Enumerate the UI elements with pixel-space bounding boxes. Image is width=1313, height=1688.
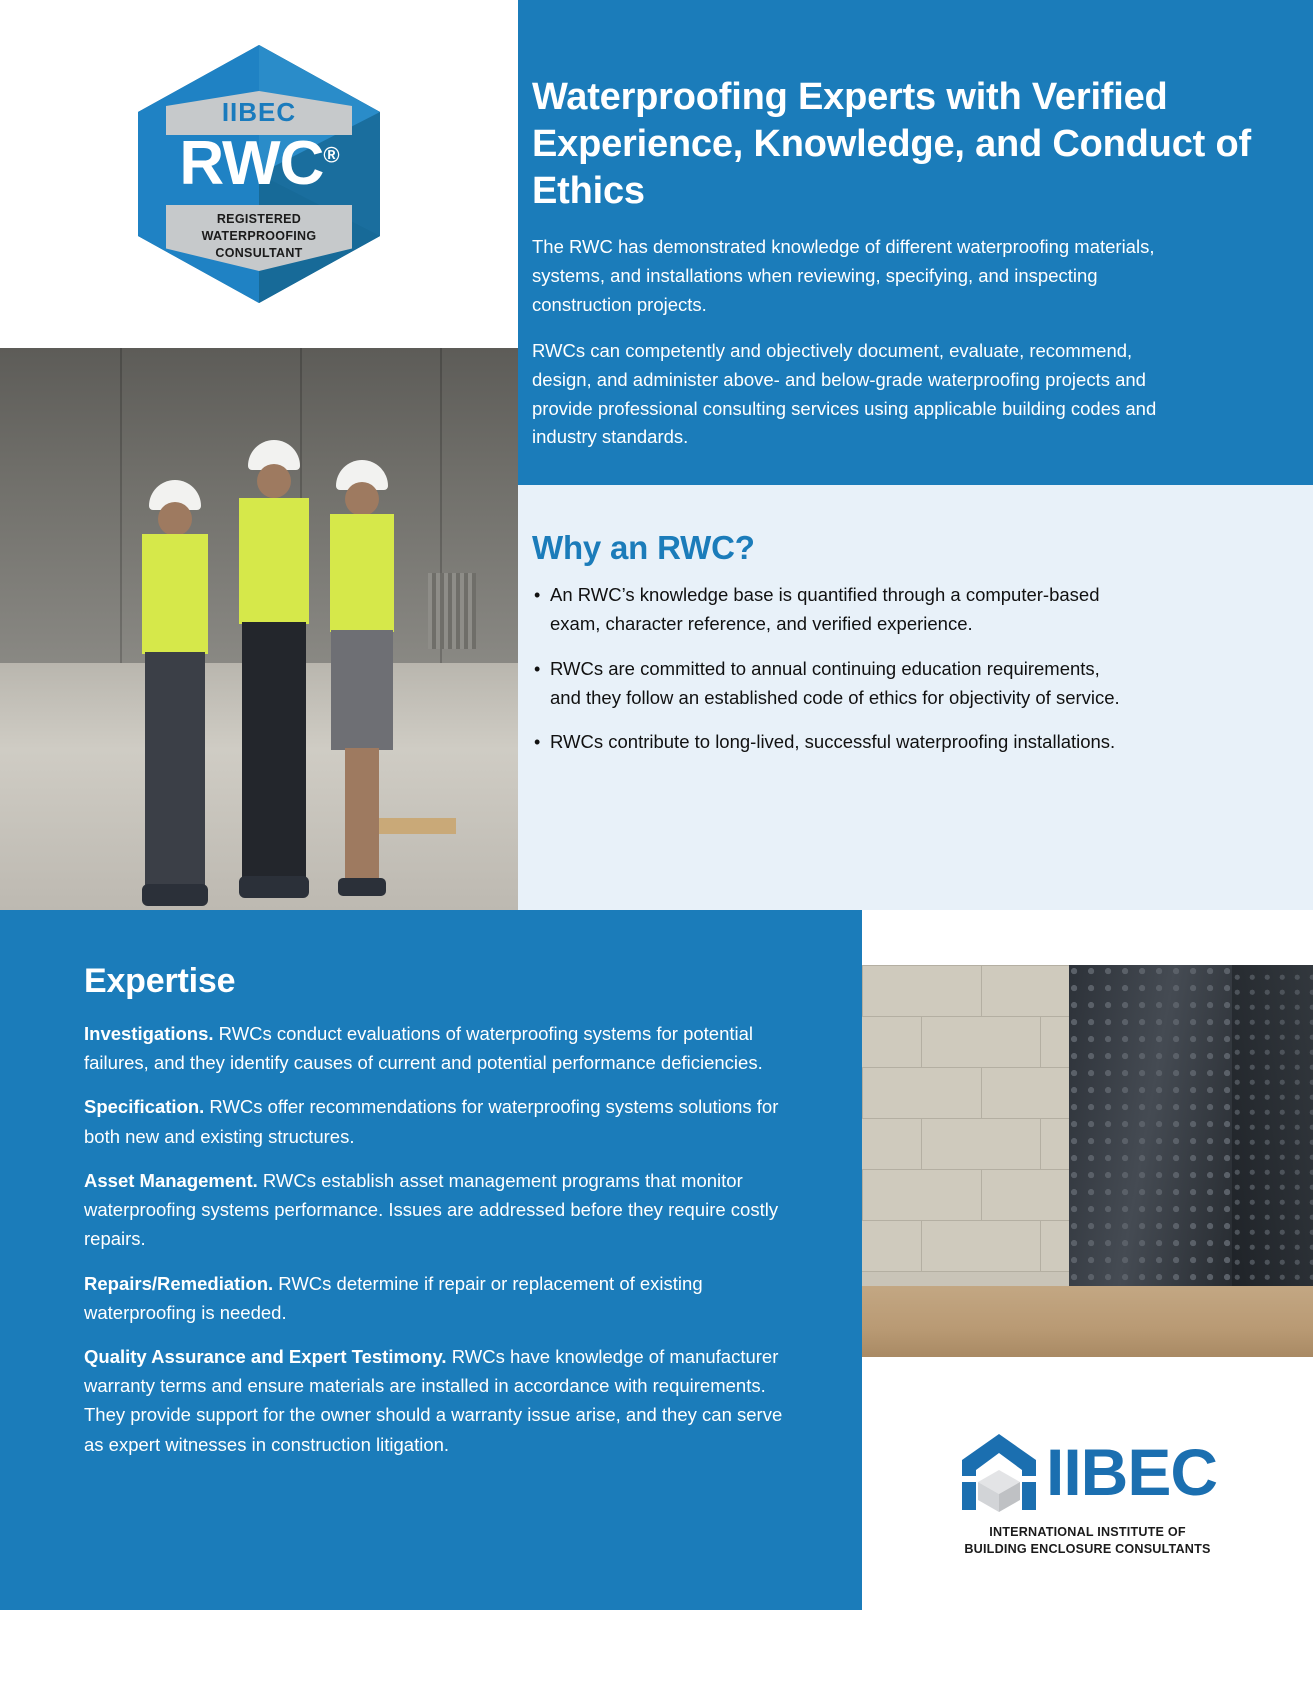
expertise-term: Investigations. (84, 1023, 214, 1044)
expertise-term: Asset Management. (84, 1169, 258, 1191)
list-item (532, 655, 1132, 713)
expertise-description: RWCs establish asset management programs that monitor waterproofing systems performance. Issues are addressed before they require costly repairs. (84, 1169, 779, 1250)
expertise-term: Specification. (84, 1096, 205, 1118)
expertise-description: RWCs determine if repair or replacement of existing waterproofing is needed. (84, 1272, 703, 1323)
waterproofing-membrane-photo (862, 965, 1313, 1357)
photo-worker-legs (242, 622, 306, 884)
badge-acronym (124, 129, 394, 198)
hero-paragraph-1: The RWC has demonstrated knowledge of different waterproofing materials, systems, and installations when reviewing, specifying, and inspecting construction projects. (532, 236, 1155, 315)
expertise-heading: Expertise (84, 962, 236, 1000)
expertise-item (84, 1092, 784, 1150)
photo-worker-legs (345, 748, 379, 882)
iibec-wordmark: IIBEC (1045, 1434, 1218, 1509)
expertise-description: RWCs conduct evaluations of waterproofing systems for potential failures, and they identify causes of current and potential performance deficiencies. (84, 1023, 763, 1074)
photo-worker-head (257, 464, 291, 498)
photo-worker-shoes (338, 878, 386, 896)
rwc-badge-panel (0, 0, 518, 348)
hero-section (518, 0, 1313, 485)
list-item (532, 728, 1132, 757)
list-item-text: RWCs are committed to annual continuing education requirements, and they follow an established code of ethics for objectivity of service. (550, 657, 1120, 708)
page-title: Waterproofing Experts with Verified Experience, Knowledge, and Conduct of Ethics (532, 76, 1251, 213)
why-rwc-heading: Why an RWC? (532, 529, 755, 566)
badge-org-label: IIBEC (221, 97, 297, 127)
iibec-tagline-line-2: BUILDING ENCLOSURE CONSULTANTS (964, 1541, 1211, 1556)
photo-worker-skirt (331, 630, 393, 750)
badge-acronym-text: RWC (179, 129, 324, 198)
photo-worker-shoes (142, 884, 208, 906)
bullet-icon: • (534, 732, 541, 753)
expertise-description: RWCs have knowledge of manufacturer warranty terms and ensure materials are installed in accordance with requirements. They provide support for the owner should a warranty issue arise, and they can serve as expert witnesses in construction litigation. (84, 1345, 783, 1455)
logo-lockup (958, 1430, 1217, 1514)
badge-subtitle-line-2: WATERPROOFING (201, 228, 317, 243)
photo-worker-legs (145, 652, 205, 892)
badge-subtitle-line-3: CONSULTANT (215, 245, 303, 260)
expertise-item (84, 1019, 784, 1077)
photo-worker (130, 480, 220, 910)
expertise-term: Repairs/Remediation. (84, 1272, 274, 1294)
photo-wall-seam (120, 348, 122, 668)
photo-radiator (428, 573, 476, 649)
expertise-item (84, 1342, 784, 1459)
iibec-footer-logo (862, 1357, 1313, 1688)
iibec-enclosure-mark-icon (958, 1430, 1040, 1514)
safety-vest (142, 534, 208, 654)
badge-subtitle-line-1: REGISTERED (216, 212, 302, 226)
expertise-section (0, 910, 862, 1610)
bottom-white-strip (0, 1610, 862, 1688)
photo-worker-head (158, 502, 192, 536)
bullet-icon: • (534, 658, 541, 679)
safety-vest (239, 498, 309, 624)
expertise-description: RWCs offer recommendations for waterproofing systems solutions for both new and existing structures. (84, 1096, 779, 1147)
list-item-text: RWCs contribute to long-lived, successful waterproofing installations. (550, 731, 1116, 753)
why-rwc-section (518, 485, 1313, 910)
expertise-term: Quality Assurance and Expert Testimony. (84, 1345, 447, 1367)
photo-worker-head (345, 482, 379, 516)
iibec-tagline (964, 1524, 1210, 1558)
why-rwc-list (532, 581, 1265, 757)
list-item (532, 581, 1132, 639)
photo-worker (316, 460, 408, 910)
dimpled-membrane-sheet (1232, 965, 1313, 1294)
list-item-text: An RWC’s knowledge base is quantified through a computer-based exam, character reference, and verified experience. (550, 584, 1100, 634)
bullet-icon: • (534, 585, 541, 605)
construction-crew-photo (0, 348, 518, 910)
photo-worker-shoes (239, 876, 309, 898)
badge-subtitle (124, 211, 394, 262)
hero-paragraph-2: RWCs can competently and objectively document, evaluate, recommend, design, and administer above- and below-grade waterproofing projects and provide professional consulting services using applicable building codes and industry standards. (532, 340, 1157, 448)
photo-worker (226, 440, 322, 910)
registered-trademark-icon: ® (323, 142, 339, 168)
photo-soil-ground (862, 1286, 1313, 1357)
expertise-item (84, 1166, 784, 1254)
expertise-item (84, 1269, 784, 1327)
iibec-tagline-line-1: INTERNATIONAL INSTITUTE OF (989, 1524, 1186, 1539)
rwc-certification-badge (124, 39, 394, 309)
dimpled-membrane-roll (1069, 965, 1249, 1302)
right-column-spacer (862, 910, 1313, 965)
safety-vest (330, 514, 394, 632)
